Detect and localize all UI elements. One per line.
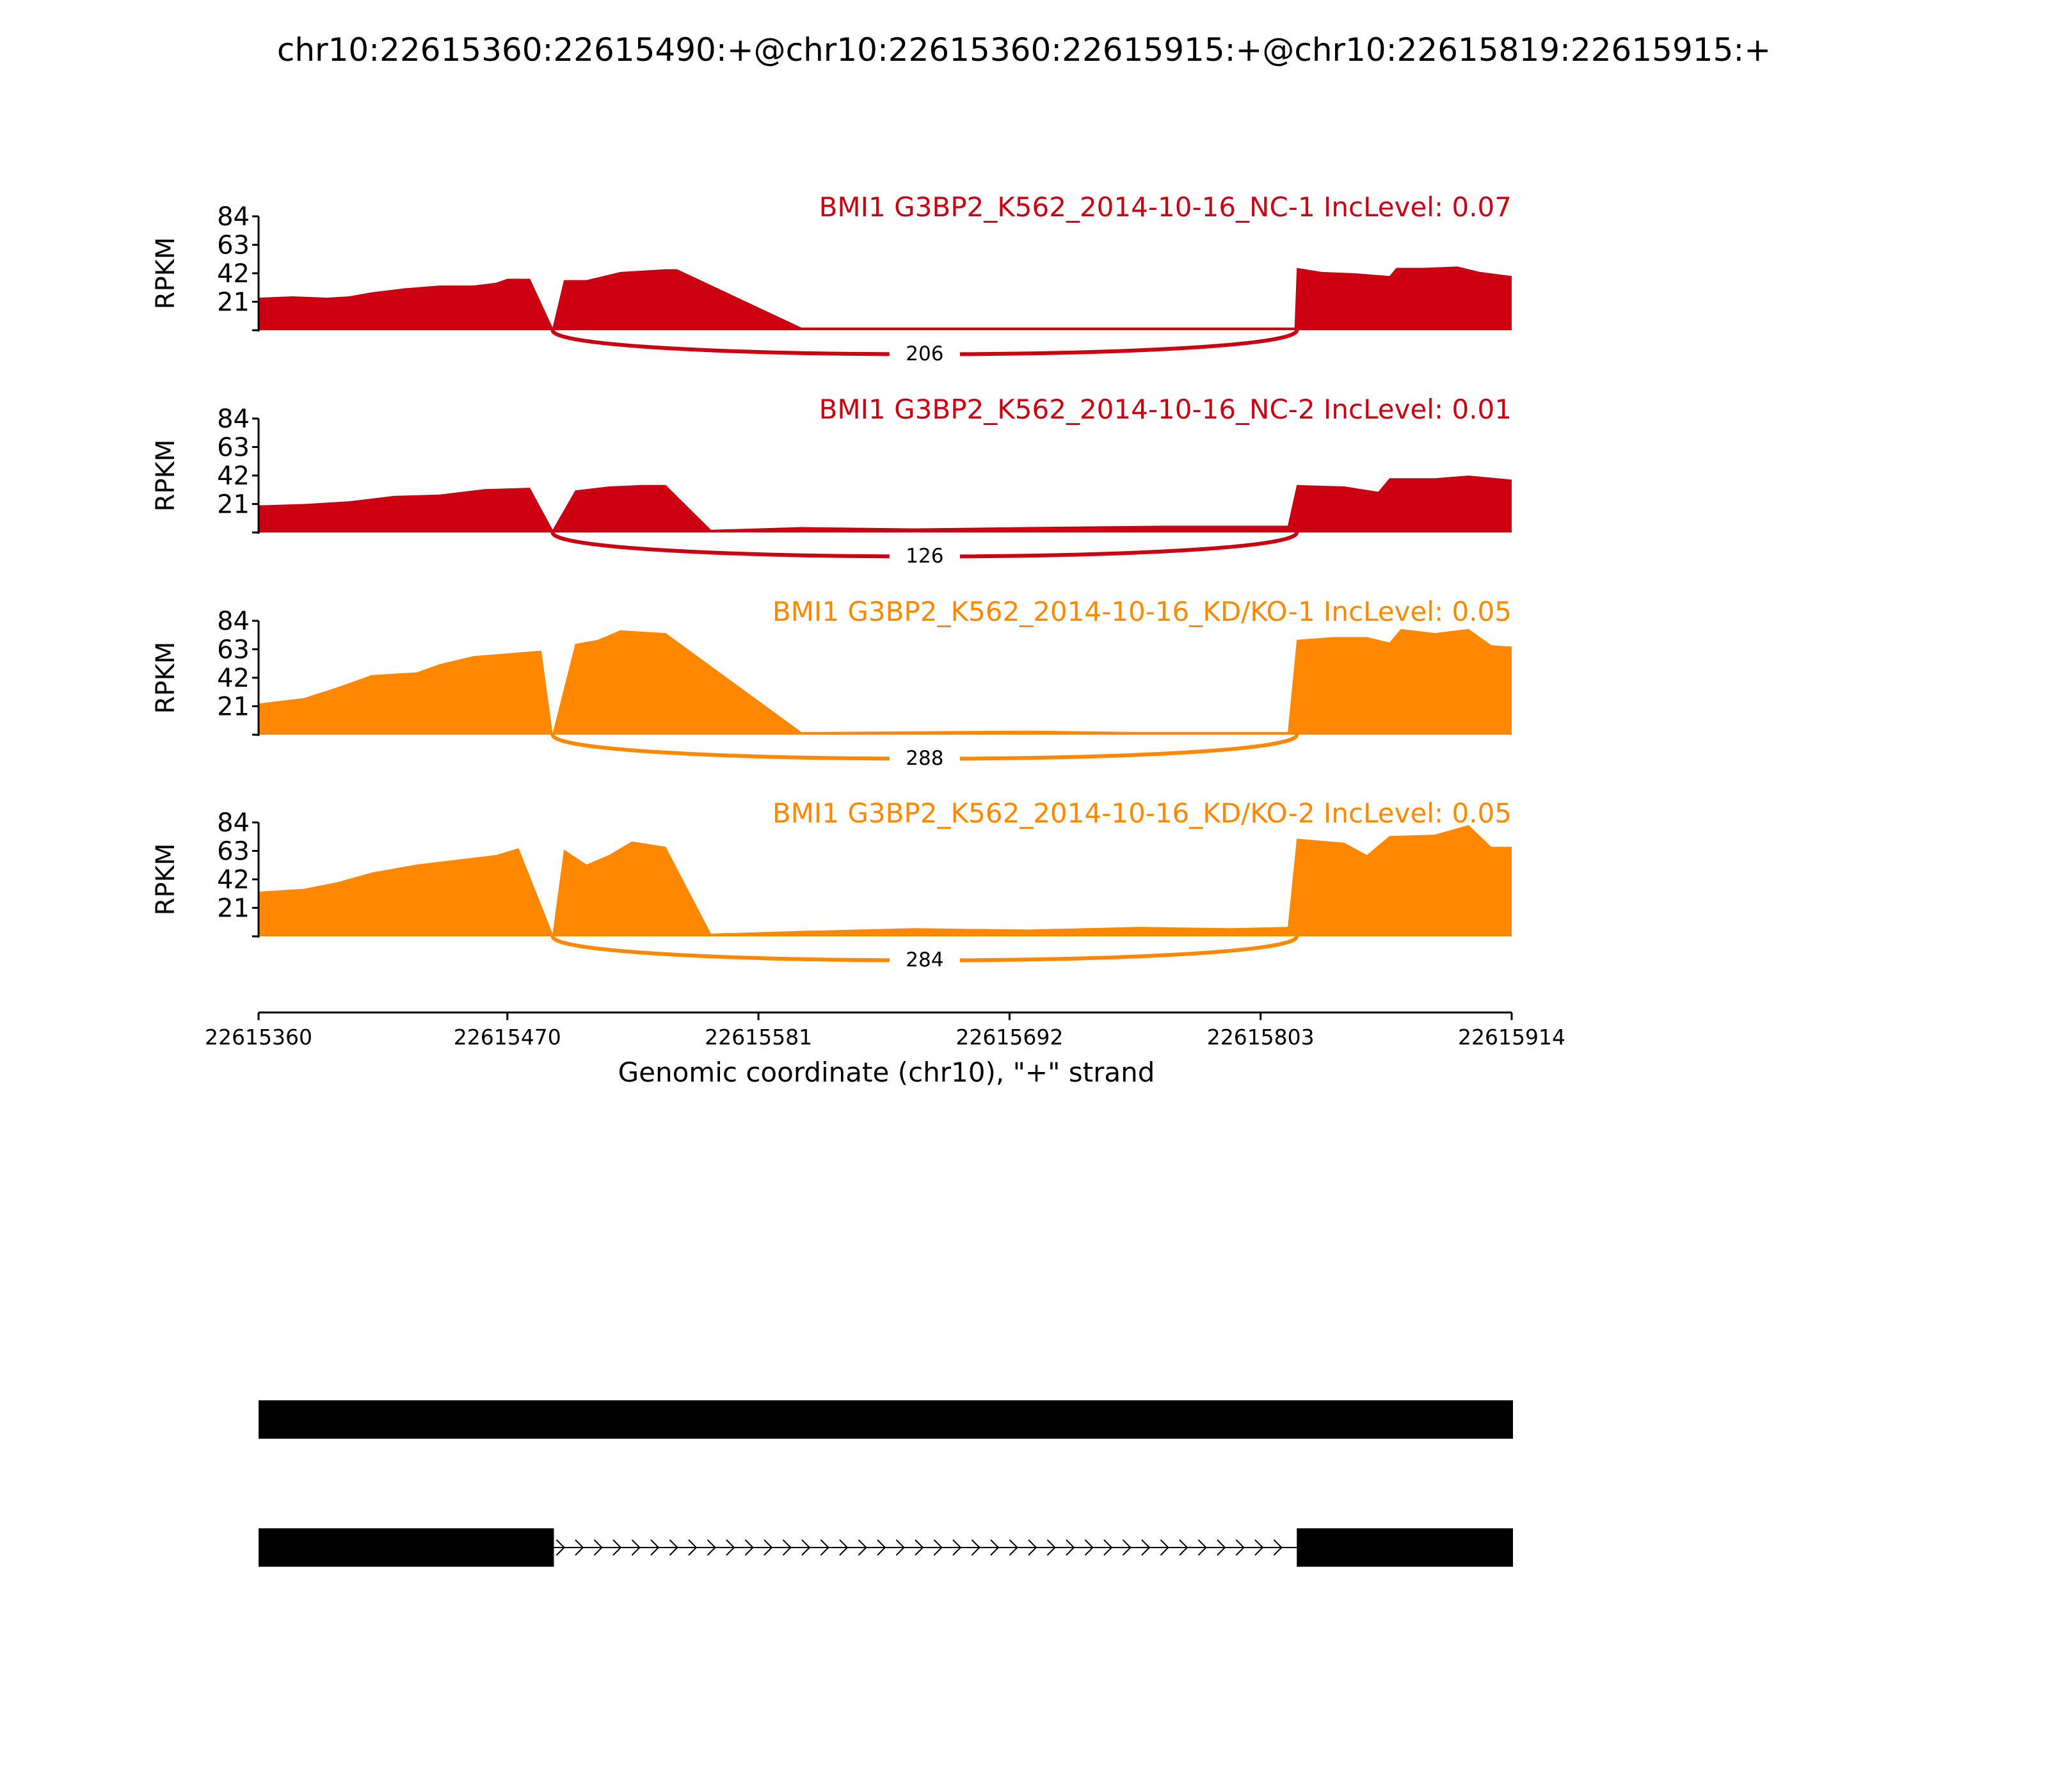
x-tick-label: 22615581 — [705, 1025, 813, 1050]
track-1 — [151, 191, 1512, 365]
x-tick-label: 22615470 — [453, 1025, 561, 1050]
y-tick-label: 63 — [217, 635, 250, 665]
x-tick-label: 22615692 — [956, 1025, 1064, 1050]
coverage-area — [259, 476, 1512, 532]
y-axis-title: RPKM — [151, 641, 180, 714]
track-label: BMI1 G3BP2_K562_2014-10-16_NC-1 IncLevel: 0.07 — [819, 191, 1512, 223]
gene-model-1 — [259, 1400, 1513, 1439]
track-label: BMI1 G3BP2_K562_2014-10-16_KD/KO-2 IncLevel: 0.05 — [772, 797, 1512, 829]
y-tick-label: 63 — [217, 836, 250, 867]
x-tick-label: 22615803 — [1206, 1025, 1315, 1050]
y-tick-label: 21 — [217, 490, 250, 520]
junction-count-label: 126 — [906, 545, 944, 568]
y-tick-label: 63 — [217, 433, 250, 463]
y-tick-label: 21 — [217, 287, 250, 317]
x-axis — [205, 1012, 1565, 1050]
exon-block — [1297, 1528, 1513, 1567]
y-tick-label: 42 — [217, 259, 250, 289]
junction-count-label: 284 — [906, 948, 944, 972]
coverage-area — [259, 825, 1512, 936]
x-axis-title: Genomic coordinate (chr10), "+" strand — [618, 1057, 1155, 1088]
coverage-area — [259, 266, 1512, 330]
junction-count-label: 288 — [906, 747, 944, 770]
track-3 — [151, 596, 1512, 770]
track-2 — [151, 394, 1512, 568]
y-axis-title: RPKM — [151, 439, 180, 512]
y-axis-title: RPKM — [151, 237, 180, 310]
y-tick-label: 42 — [217, 461, 250, 491]
track-label: BMI1 G3BP2_K562_2014-10-16_KD/KO-1 IncLevel: 0.05 — [772, 596, 1512, 627]
track-label: BMI1 G3BP2_K562_2014-10-16_NC-2 IncLevel: 0.01 — [819, 394, 1512, 425]
y-axis-title: RPKM — [151, 843, 180, 916]
y-tick-label: 84 — [217, 808, 250, 838]
y-tick-label: 84 — [217, 404, 250, 434]
x-tick-label: 22615360 — [205, 1025, 312, 1050]
gene-model-2 — [259, 1528, 1513, 1567]
gene-models — [259, 1400, 1513, 1567]
y-tick-label: 84 — [217, 202, 250, 232]
coverage-tracks — [151, 191, 1512, 972]
figure-title: chr10:22615360:22615490:+@chr10:22615360:22615915:+@chr10:22615819:22615915:+ — [276, 31, 1772, 68]
y-tick-label: 42 — [217, 664, 250, 693]
track-4 — [151, 797, 1512, 972]
y-tick-label: 21 — [217, 692, 250, 722]
exon-block — [259, 1400, 1513, 1439]
exon-block — [259, 1528, 554, 1567]
junction-count-label: 206 — [906, 342, 944, 365]
x-tick-label: 22615914 — [1458, 1025, 1565, 1050]
y-tick-label: 21 — [217, 893, 250, 924]
coverage-area — [259, 629, 1512, 735]
y-tick-label: 42 — [217, 865, 250, 895]
y-tick-label: 84 — [217, 607, 250, 636]
y-tick-label: 63 — [217, 230, 250, 260]
